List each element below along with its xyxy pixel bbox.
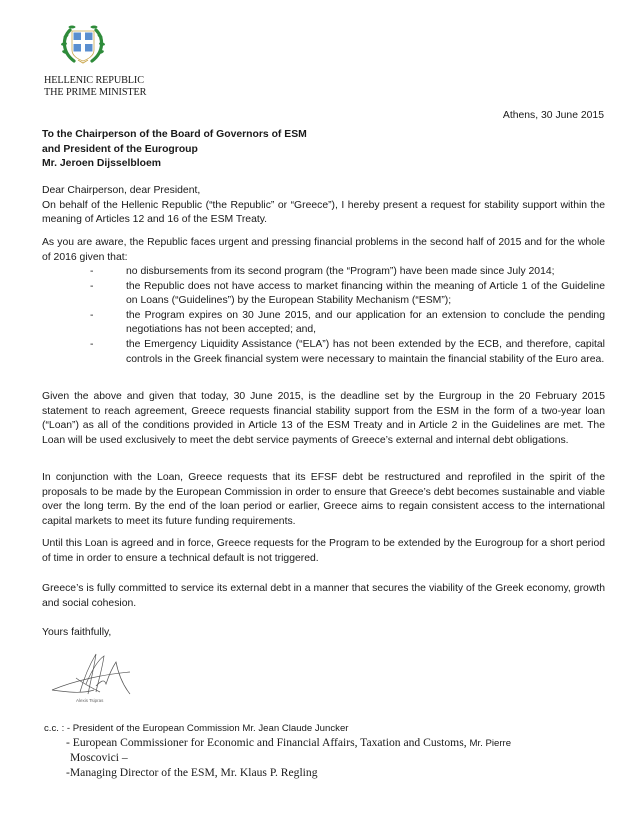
list-item [42, 338, 605, 367]
list-dash: - [90, 280, 94, 292]
letterhead-line-1: HELLENIC REPUBLIC [44, 75, 144, 86]
addressee-line-3: Mr. Jeroen Dijsselbloem [42, 158, 161, 169]
list-item-text: no disbursements from its second program (the “Program”) have been made since July 2014; [126, 266, 555, 277]
addressee-line-1: To the Chairperson of the Board of Governors of ESM [42, 129, 307, 140]
paragraph-request: On behalf of the Hellenic Republic (“the Republic” or “Greece”), I hereby present a request for stability support within the meaning of Articles 12 and 16 of the ESM Treaty. [42, 199, 605, 226]
paragraph-problems-intro: As you are aware, the Republic faces urgent and pressing financial problems in the second half of 2015 and for the whole of 2016 given that: [42, 237, 605, 263]
signature-name: Alexis Tsipras [76, 698, 104, 703]
greek-coat-of-arms-icon [60, 22, 106, 66]
letter-date: Athens, 30 June 2015 [502, 110, 604, 121]
list-dash: - [90, 266, 94, 277]
cc-line-1: c.c. : - President of the European Commission Mr. Jean Claude Juncker [44, 723, 349, 734]
addressee-block [42, 128, 307, 172]
list-dash: - [90, 338, 94, 350]
list-item-text: the Republic does not have access to market financing within the meaning of Article 1 of the Guideline on Loans (“Guidelines”) by the European Stability Mechanism (“ESM”); [126, 280, 605, 307]
letterhead-line-2: THE PRIME MINISTER [44, 87, 147, 98]
cc-line-2-continued: Moscovici – [70, 750, 128, 764]
addressee-line-2: and President of the Eurogroup [42, 143, 198, 155]
list-item-text: the Program expires on 30 June 2015, and our application for an extension to conclude the pending negotiations has not been accepted; and, [126, 309, 605, 336]
list-item [42, 309, 605, 338]
paragraph-loan-request: Given the above and given that today, 30 June 2015, is the deadline set by the Eurgroup in the 20 February 2015 statement to reach agreement, Greece requests financial stability support from the ESM in the form of a two-year loan (“Loan”) as all of the conditions provided in Article 13 of the ESM Treaty and in Article 2 in the Guidelines are met. The Loan will be used exclusively to meet the debt service payments of Greece’s external and internal debt obligations. [42, 391, 605, 446]
letterhead [44, 75, 146, 99]
list-dash: - [90, 309, 94, 321]
paragraph-commitment: Greece’s is fully committed to service its external debt in a manner that secures the viability of the Greek economy, growth and social cohesion. [42, 583, 605, 609]
paragraph-efsf-debt: In conjunction with the Loan, Greece requests that its EFSF debt be restructured and reprofiled in the spirit of the proposals to be made by the European Commission in order to ensure that Greece’s debt becomes sustainable and viable over the long term. By the end of the loan period or earlier, Greece aims to regain consistent access to the international capital markets to meet its future funding requirements. [42, 472, 605, 527]
paragraph-program-extension: Until this Loan is agreed and in force, Greece requests for the Program to be extended by the Eurogroup for a short period of time in order to ensure a technical default is not triggered. [42, 538, 605, 564]
cc-line-3: -Managing Director of the ESM, Mr. Klaus P. Regling [66, 766, 318, 779]
list-item [42, 280, 605, 309]
salutation: Dear Chairperson, dear President, [42, 185, 201, 196]
problems-list [42, 265, 605, 367]
salutation-and-request [42, 184, 605, 228]
list-item-text: the Emergency Liquidity Assistance (“ELA”) has not been extended by the ECB, and therefore, capital controls in the Greek financial system were necessary to maintain the financial stability of the Euro area. [126, 338, 605, 365]
signature [46, 648, 136, 706]
closing: Yours faithfully, [42, 627, 112, 638]
cc-line-2-text: - European Commissioner for Economic and Financial Affairs, Taxation and Customs, [66, 736, 470, 749]
list-item [42, 265, 605, 280]
cc-line-2-title: Mr. Pierre [469, 738, 512, 749]
cc-line-2 [66, 736, 586, 765]
